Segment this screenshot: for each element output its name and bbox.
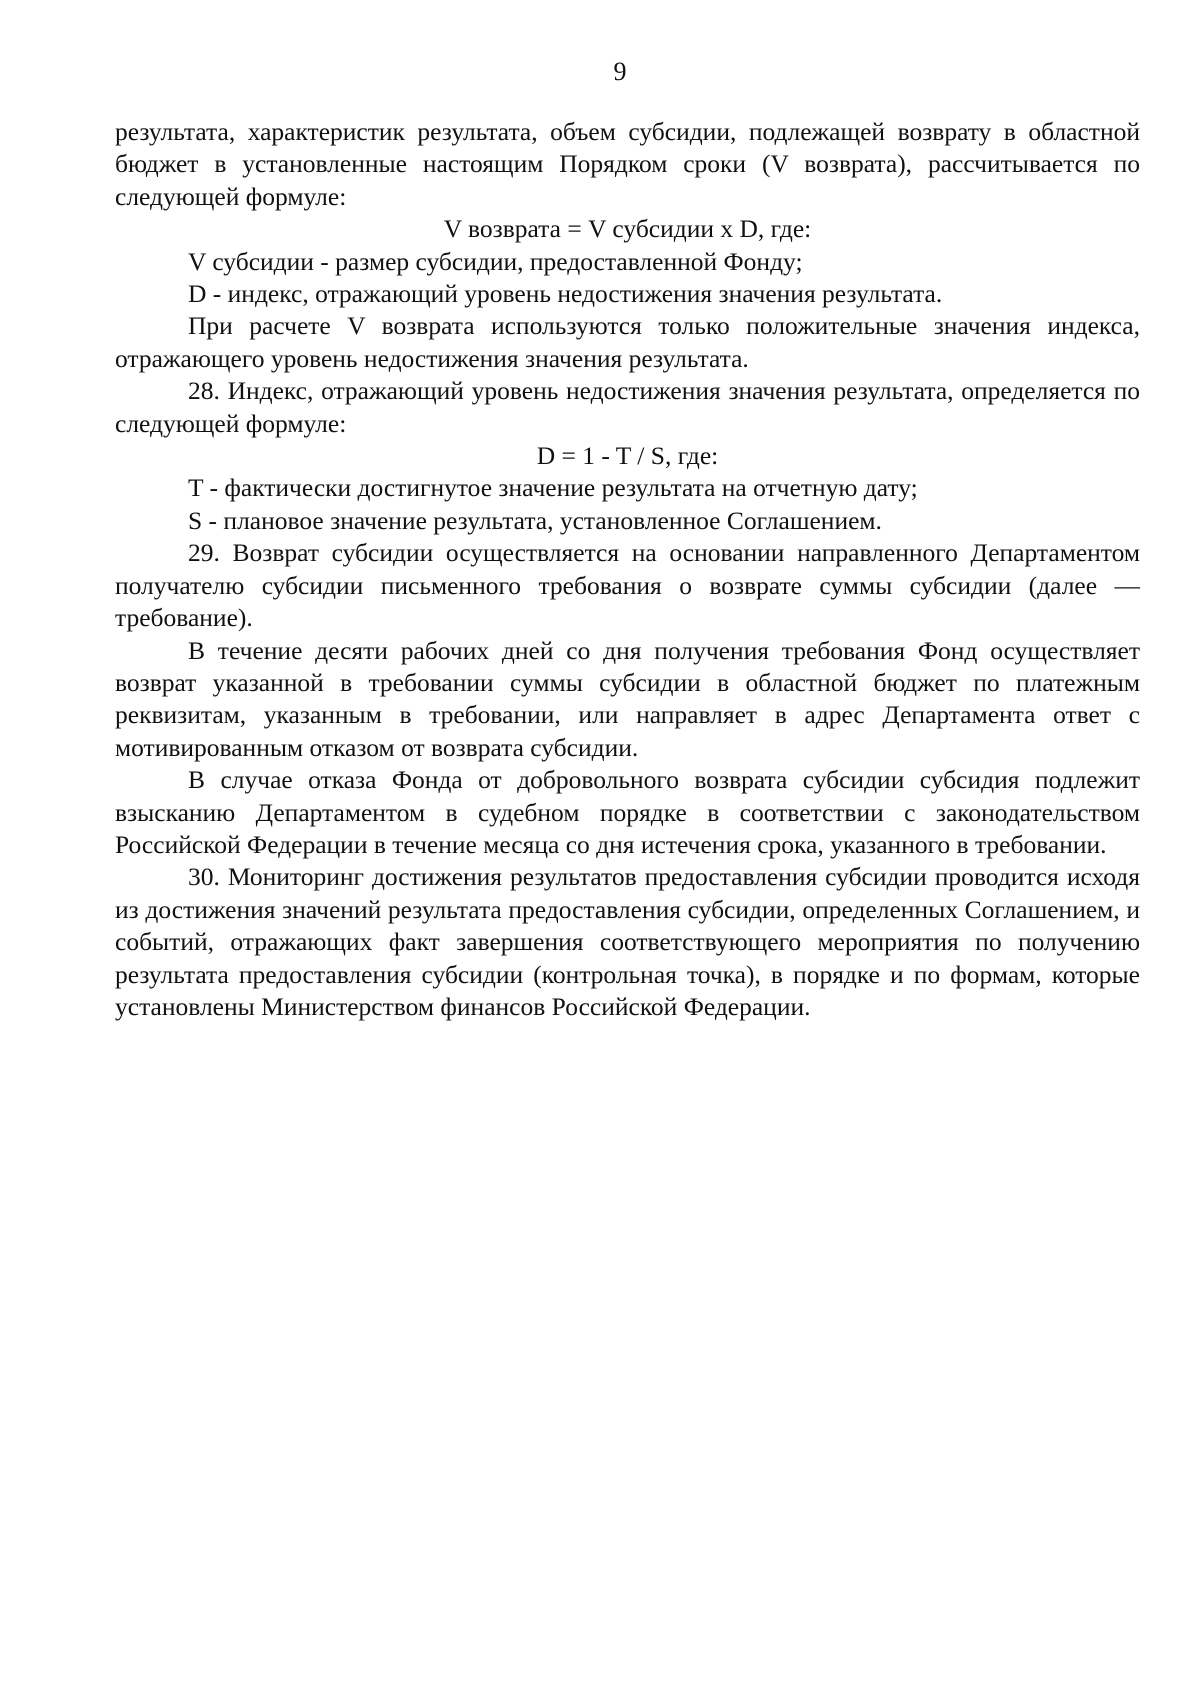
paragraph-refund-term: В течение десяти рабочих дней со дня получения требования Фонд осуществляет возврат указанной в требовании суммы субсидии в областной бюджет по платежным реквизитам, указанным в требовании, или направляет в адрес Департамента ответ с мотивированным отказом от возврата субсидии. bbox=[115, 635, 1140, 762]
clause-28: 28. Индекс, отражающий уровень недостижения значения результата, определяется по следующей формуле: bbox=[115, 376, 1140, 438]
formula-refund-volume: V возврата = V субсидии x D, где: bbox=[443, 214, 812, 244]
definition-t-actual: T - фактически достигнутое значение результата на отчетную дату; bbox=[188, 473, 918, 503]
definition-s-planned: S - плановое значение результата, установленное Соглашением. bbox=[188, 505, 882, 535]
formula-index: D = 1 - T / S, где: bbox=[536, 441, 719, 471]
clause-29: 29. Возврат субсидии осуществляется на основании направленного Департаментом получателю субсидии письменного требования о возврате суммы субсидии (далее — требование). bbox=[115, 538, 1140, 633]
definition-d-index: D - индекс, отражающий уровень недостижения значения результата. bbox=[188, 279, 943, 309]
paragraph-continuation: результата, характеристик результата, объем субсидии, подлежащей возврату в областной бюджет в установленные настоящим Порядком сроки (V возврата), рассчитывается по следующей формуле: bbox=[115, 117, 1140, 211]
paragraph-refusal-recovery: В случае отказа Фонда от добровольного возврата субсидии субсидия подлежит взысканию Департаментом в судебном порядке в соответствии с законодательством Российской Федерации в течение месяца со дня истечения срока, указанного в требовании. bbox=[115, 765, 1140, 859]
page-number: 9 bbox=[613, 57, 627, 86]
document-body bbox=[115, 116, 1140, 1023]
clause-30: 30. Мониторинг достижения результатов предоставления субсидии проводится исходя из достижения значений результата предоставления субсидии, определенных Соглашением, и событий, отражающих факт завершения соответствующего мероприятия по получению результата предоставления субсидии (контрольная точка), в порядке и по формам, которые установлены Министерством финансов Российской Федерации. bbox=[115, 862, 1140, 1021]
paragraph-positive-values: При расчете V возврата используются только положительные значения индекса, отражающего уровень недостижения значения результата. bbox=[115, 311, 1140, 373]
definition-v-subsidy: V субсидии - размер субсидии, предоставленной Фонду; bbox=[188, 246, 803, 276]
